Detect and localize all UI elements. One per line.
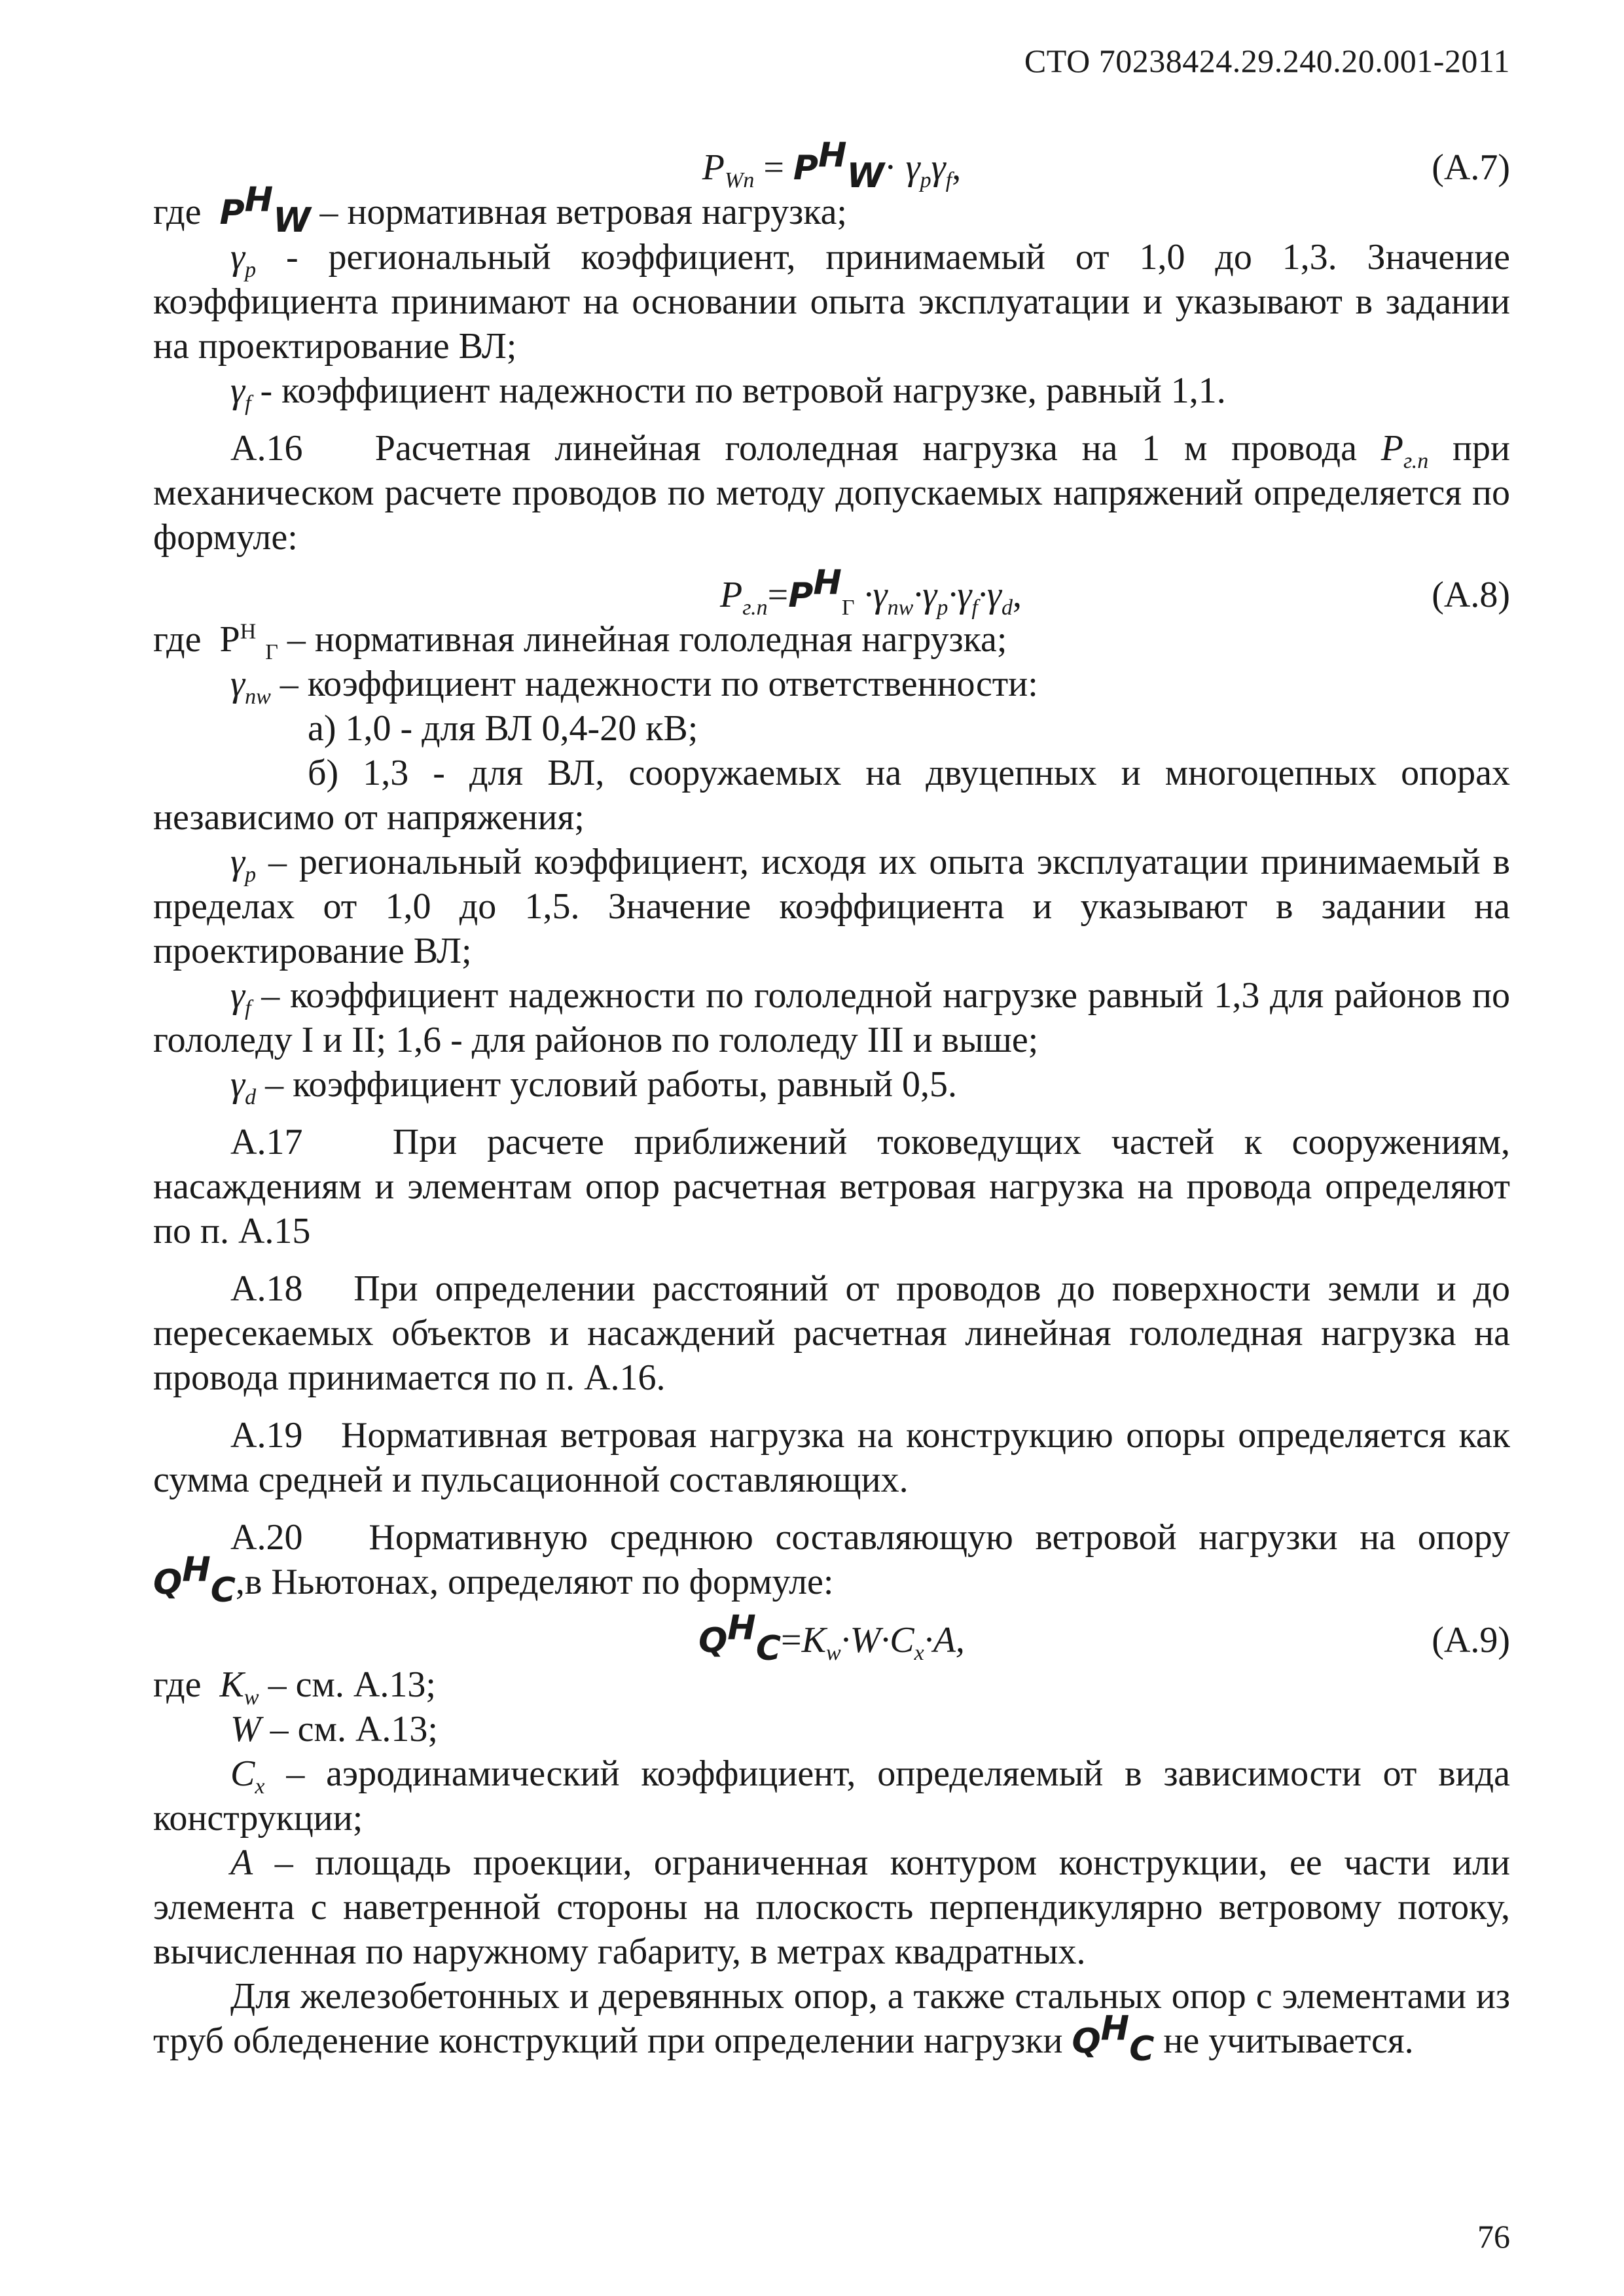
clause-text: При определении расстояний от проводов до поверхности земли и до пересекаемых объектов и насаждений расчетная линейная гололедная нагрузка на провода принимается по п. А.16.: [153, 1268, 1510, 1398]
def-gamma-nw: [153, 662, 1510, 709]
formula-a8-p-sub: Г: [841, 596, 855, 620]
formula-a7-dot: ·: [884, 147, 897, 188]
final-symbol-sub: C: [1129, 2030, 1155, 2070]
formula-a8-term-sub: nw: [887, 596, 914, 620]
formula-a7-tail: ,: [952, 147, 962, 188]
where-a8-symbol-sup: Н: [240, 619, 257, 644]
final-text: Для железобетонных и деревянных опор, а также стальных опор с элементами из труб обледенение конструкций при определении нагрузки: [153, 1976, 1510, 2061]
definition-text: – коэффициент надежности по гололедной нагрузке равный 1,3 для районов по гололеду I и II; 1,6 - для районов по гололеду III и выше;: [153, 975, 1510, 1060]
clause-text-cont: ,в Ньютонах, определяют по формуле:: [235, 1562, 834, 1602]
where-a8-text: – нормативная линейная гололедная нагрузка;: [278, 619, 1007, 660]
formula-a8-lhs-sub: г.п: [742, 596, 768, 620]
formula-a8-number: (А.8): [1432, 575, 1510, 615]
formula-a7-number: (А.7): [1432, 147, 1510, 188]
list-item-a: а) 1,0 - для ВЛ 0,4-20 кВ;: [308, 708, 698, 749]
formula-a9-term: ·A,: [924, 1620, 965, 1660]
gamma-symbol: γ: [230, 237, 245, 278]
page-body: [153, 135, 1511, 2070]
formula-a8-tail: ,: [1012, 575, 1022, 615]
formula-a7-g2-sub: f: [945, 168, 952, 193]
final-symbol: Q: [1072, 2022, 1101, 2061]
def-a: [153, 1840, 1510, 1974]
definition-text: – см. А.13;: [261, 1709, 438, 1749]
formula-a9-c-sub: x: [914, 1641, 924, 1666]
formula-a8-p-sup: H: [813, 563, 842, 603]
formula-a8-term-sub: d: [1001, 596, 1013, 620]
formula-a8-term: ·γ: [854, 575, 888, 615]
formula-a8-p: P: [788, 576, 814, 615]
final-symbol-sup: H: [1100, 2009, 1130, 2049]
gamma-symbol: γ: [230, 842, 245, 882]
formula-a9-lhs-sup: H: [727, 1608, 756, 1648]
gamma-symbol: γ: [230, 370, 245, 411]
definition-text: – аэродинамический коэффициент, определяемый в зависимости от вида конструкции;: [153, 1753, 1510, 1839]
clause-number: А.16: [230, 428, 303, 469]
formula-a8-term: ·γ: [948, 575, 972, 615]
clause-symbol-sub: C: [210, 1571, 236, 1611]
def-gamma-f-2: [153, 973, 1510, 1062]
clause-text: Расчетная линейная гололедная нагрузка на 1 м провода: [374, 428, 1381, 469]
gamma-sub: f: [245, 996, 251, 1021]
def-gamma-f-1: [153, 368, 1510, 416]
formula-a7-g1: γ: [905, 147, 920, 188]
where-a8: [153, 617, 1510, 665]
clause-number: А.20: [230, 1517, 303, 1558]
document-header: СТО 70238424.29.240.20.001-2011: [1024, 43, 1510, 79]
formula-a8-term: ·γ: [977, 575, 1001, 615]
where-lead: где: [153, 619, 202, 660]
formula-a7-g1-sub: p: [920, 168, 931, 193]
formula-a9-lhs: Q: [698, 1621, 728, 1660]
cx-symbol: C: [230, 1753, 255, 1794]
clause-a20: [153, 1515, 1510, 1611]
clause-a16: [153, 426, 1510, 560]
formula-a8-lhs: P: [720, 575, 743, 615]
gamma-sub: f: [245, 391, 251, 416]
where-a7-symbol: P: [219, 193, 245, 232]
formula-a8: [153, 563, 1510, 620]
clause-text: Нормативную среднюю составляющую ветровой нагрузки на опору: [369, 1517, 1510, 1558]
clause-a17: [153, 1120, 1510, 1253]
definition-text: – площадь проекции, ограниченная контуром конструкции, ее части или элемента с наветренной стороны на плоскость перпендикулярно ветровому потоку, вычисленная по наружному габариту, в метрах квадратных.: [153, 1842, 1510, 1972]
gamma-sub: p: [245, 258, 257, 283]
clause-text: При расчете приближений токоведущих частей к сооружениям, насаждениям и элементам опор расчетная ветровая нагрузка на провода определяют по п. А.15: [153, 1122, 1511, 1251]
def-gamma-p-2: [153, 840, 1510, 973]
formula-a7-lhs-sub: Wn: [725, 168, 755, 193]
definition-text: – региональный коэффициент, исходя их опыта эксплуатации принимаемый в пределах от 1,0 до 1,5. Значение коэффициента и указывают в задании на проектирование ВЛ;: [153, 842, 1510, 971]
clause-symbol: P: [1380, 428, 1403, 469]
formula-a7-p-sup: H: [818, 135, 847, 175]
gamma-sub: p: [245, 863, 257, 888]
formula-a7-g2: γ: [931, 147, 946, 188]
formula-a9: [153, 1608, 1510, 1669]
clause-number: А.19: [230, 1415, 303, 1456]
where-a7-text: – нормативная ветровая нагрузка;: [310, 192, 847, 232]
clause-a19: [153, 1413, 1510, 1502]
definition-text: – коэффициент условий работы, равный 0,5.: [256, 1064, 958, 1105]
formula-a7: [153, 135, 1510, 196]
def-gamma-d: [153, 1062, 1510, 1110]
formula-a9-k: K: [801, 1620, 826, 1660]
formula-a9-term: ·W·C: [840, 1620, 914, 1660]
where-a9-symbol: K: [219, 1664, 244, 1705]
gamma-sub: d: [245, 1085, 257, 1110]
formula-a9-eq: =: [780, 1620, 802, 1660]
gamma-sub: nw: [245, 685, 271, 709]
formula-a9-k-sub: w: [825, 1641, 841, 1666]
gamma-symbol: γ: [230, 975, 245, 1016]
gamma-symbol: γ: [230, 1064, 245, 1105]
final-paragraph: [153, 1974, 1510, 2070]
where-lead: где: [153, 192, 202, 232]
formula-a9-number: (А.9): [1432, 1620, 1510, 1660]
where-a8-symbol-sub: Г: [265, 640, 278, 665]
where-a7-symbol-sup: H: [244, 180, 274, 220]
clause-text: Нормативная ветровая нагрузка на конструкцию опоры определяется как сумма средней и пульсационной составляющих.: [153, 1415, 1510, 1500]
where-a9: [153, 1662, 1510, 1710]
formula-a8-term: ·γ: [913, 575, 937, 615]
formula-a7-lhs: P: [702, 147, 725, 188]
final-text-cont: не учитывается.: [1154, 2020, 1414, 2061]
w-symbol: W: [230, 1709, 261, 1749]
page-number: 76: [1477, 2218, 1510, 2255]
def-cx: [153, 1751, 1510, 1840]
gamma-symbol: γ: [230, 664, 245, 704]
where-a7-symbol-sub: W: [273, 201, 311, 241]
cx-sub: x: [255, 1774, 265, 1799]
formula-a7-p: P: [793, 149, 819, 188]
clause-symbol: Q: [153, 1563, 183, 1602]
a-symbol: A: [230, 1842, 253, 1883]
where-a9-symbol-sub: w: [244, 1685, 259, 1710]
where-lead: где: [153, 1664, 202, 1705]
formula-a7-p-sub: W: [846, 156, 884, 196]
definition-text: - региональный коэффициент, принимаемый от 1,0 до 1,3. Значение коэффициента принимают на основании опыта эксплуатации и указывают в задании на проектирование ВЛ;: [153, 237, 1510, 367]
clause-a18: [153, 1266, 1510, 1400]
formula-a7-eq: =: [754, 147, 793, 188]
formula-a8-term-sub: f: [971, 596, 978, 620]
clause-symbol-sup: H: [182, 1550, 211, 1590]
definition-text: - коэффициент надежности по ветровой нагрузке, равный 1,1.: [251, 370, 1226, 411]
where-a8-symbol: Р: [219, 619, 240, 660]
def-w: [153, 1707, 1510, 1751]
formula-a8-eq: =: [767, 575, 789, 615]
formula-a9-lhs-sub: C: [755, 1629, 781, 1669]
list-item-b: б) 1,3 - для ВЛ, сооружаемых на двуцепных и многоцепных опорах независимо от напряжения;: [153, 753, 1510, 838]
formula-a8-term-sub: p: [937, 596, 948, 620]
clause-number: А.18: [230, 1268, 303, 1309]
clause-symbol-sub: г.п: [1403, 449, 1429, 474]
where-a9-text: – см. А.13;: [259, 1664, 436, 1705]
clause-number: А.17: [230, 1122, 303, 1162]
def-gamma-p-1: [153, 235, 1510, 368]
definition-text: – коэффициент надежности по ответственности:: [270, 664, 1038, 704]
clause-text-cont: при механическом расчете проводов по методу допускаемых напряжений определяется по формуле:: [153, 428, 1510, 558]
